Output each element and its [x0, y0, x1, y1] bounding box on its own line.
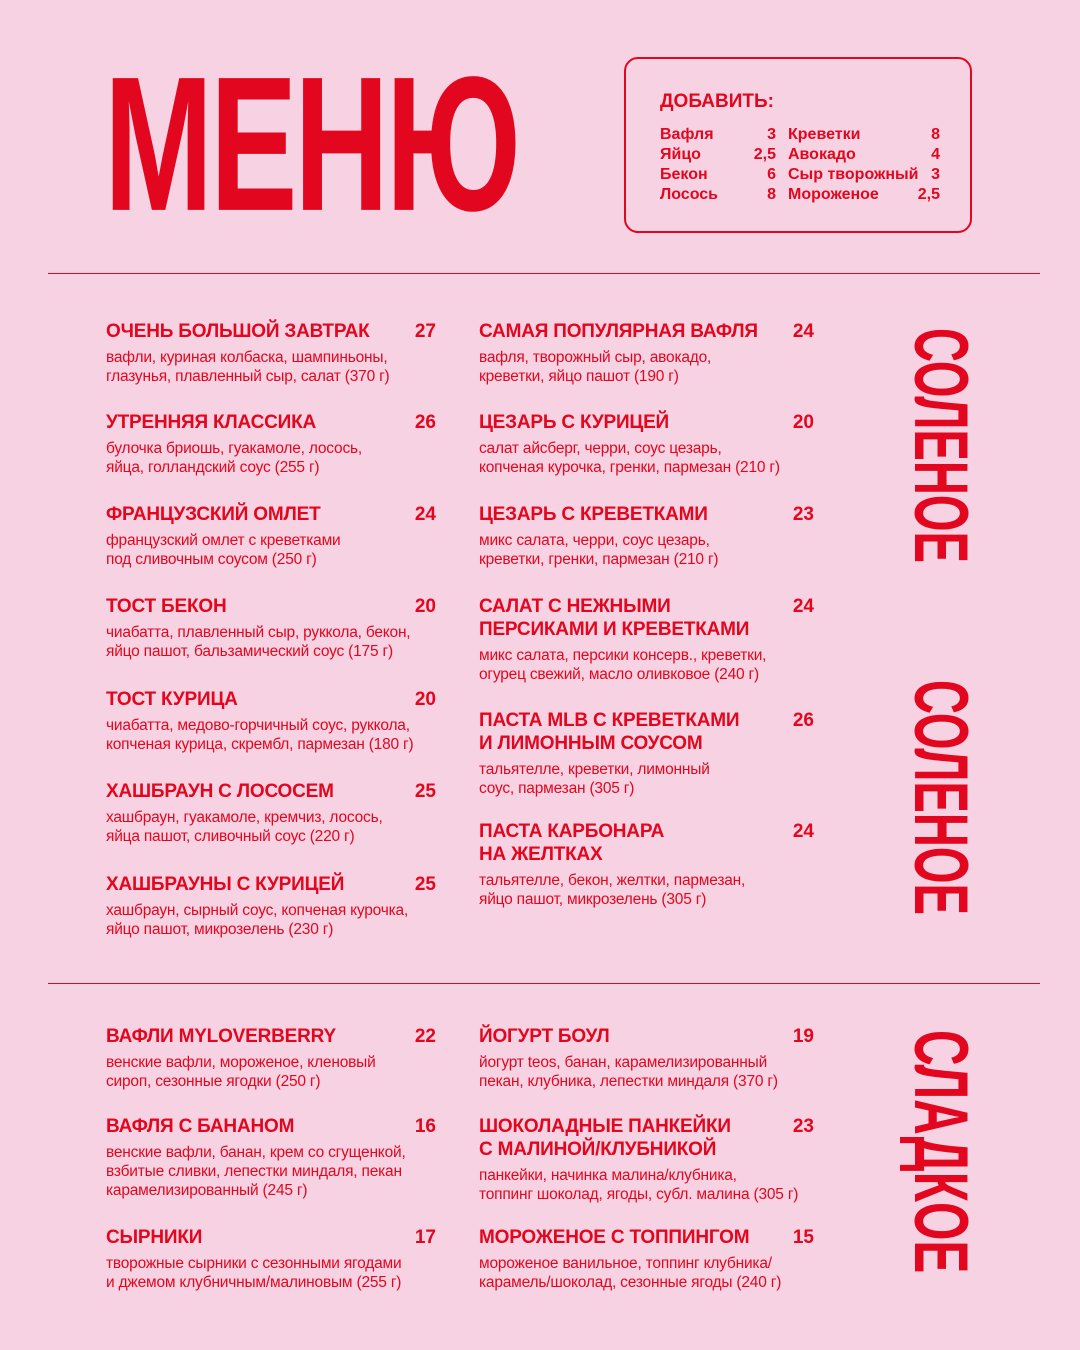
item-description: чиабатта, медово-горчичный соус, руккола, копченая курица, скрембл, пармезан (180 г)	[106, 717, 414, 753]
menu-item	[479, 320, 814, 386]
item-name: ТОСТ БЕКОН	[106, 596, 227, 617]
item-price: 15	[792, 1227, 814, 1248]
item-description: вафля, творожный сыр, авокадо, креветки, яйцо пашот (190 г)	[479, 349, 712, 385]
addon-name: Авокадо	[788, 146, 856, 163]
item-name: ОЧЕНЬ БОЛЬШОЙ ЗАВТРАК	[106, 321, 370, 342]
addon-row	[660, 125, 776, 145]
item-description: венские вафли, мороженое, кленовый сироп, сезонные ягодки (250 г)	[106, 1054, 376, 1090]
item-description: мороженое ванильное, топпинг клубника/ карамель/шоколад, сезонные ягоды (240 г)	[479, 1255, 782, 1291]
item-name: ЦЕЗАРЬ С КРЕВЕТКАМИ	[479, 504, 708, 525]
addon-name: Бекон	[660, 166, 708, 183]
menu-item	[479, 503, 814, 569]
item-name: ВАФЛЯ С БАНАНОМ	[106, 1116, 295, 1137]
menu-item	[106, 780, 436, 846]
addon-price: 2,5	[753, 146, 776, 163]
item-description: тальятелле, бекон, желтки, пармезан, яйцо пашот, микрозелень (305 г)	[479, 872, 746, 908]
item-description: французский омлет с креветками под сливочным соусом (250 г)	[106, 532, 341, 568]
item-description: хашбраун, гуакамоле, кремчиз, лосось, яйца пашот, сливочный соус (220 г)	[106, 809, 383, 845]
menu-item	[106, 688, 436, 754]
item-price: 26	[792, 710, 814, 731]
addon-name: Вафля	[660, 126, 714, 143]
item-name: ЙОГУРТ БОУЛ	[479, 1026, 610, 1047]
menu-item	[106, 873, 436, 939]
addon-price: 8	[931, 126, 940, 143]
menu-item	[106, 595, 436, 661]
item-description: йогурт teos, банан, карамелизированный пекан, клубника, лепестки миндаля (370 г)	[479, 1054, 778, 1090]
item-price: 16	[414, 1116, 436, 1137]
item-price: 24	[414, 504, 436, 525]
item-price: 22	[414, 1026, 436, 1047]
addon-price: 8	[767, 186, 776, 203]
item-name: УТРЕННЯЯ КЛАССИКА	[106, 412, 316, 433]
addons-box	[624, 57, 972, 233]
item-name: ШОКОЛАДНЫЕ ПАНКЕЙКИ С МАЛИНОЙ/КЛУБНИКОЙ	[479, 1116, 731, 1160]
item-price: 26	[414, 412, 436, 433]
item-price: 24	[792, 821, 814, 842]
item-price: 20	[414, 596, 436, 617]
item-price: 25	[414, 781, 436, 802]
side-label-sweet: СЛАДКОЕ	[898, 1030, 983, 1274]
item-name: ТОСТ КУРИЦА	[106, 689, 238, 710]
item-price: 20	[414, 689, 436, 710]
addon-price: 6	[767, 166, 776, 183]
menu-title: МЕНЮ	[104, 36, 518, 251]
item-description: творожные сырники с сезонными ягодами и джемом клубничным/малиновым (255 г)	[106, 1255, 402, 1291]
addon-price: 4	[931, 146, 940, 163]
addon-row	[660, 185, 776, 205]
addon-price: 3	[931, 166, 940, 183]
menu-item	[106, 320, 436, 386]
item-price: 24	[792, 596, 814, 617]
addon-row	[788, 145, 940, 165]
item-description: панкейки, начинка малина/клубника, топпинг шоколад, ягоды, субл. малина (305 г)	[479, 1167, 799, 1203]
item-name: ПАСТА MLB С КРЕВЕТКАМИ И ЛИМОННЫМ СОУСОМ	[479, 710, 740, 754]
addons-title: ДОБАВИТЬ:	[660, 91, 774, 112]
item-price: 24	[792, 321, 814, 342]
addon-name: Мороженое	[788, 186, 879, 203]
addon-row	[788, 185, 940, 205]
item-description: салат айсберг, черри, соус цезарь, копченая курочка, гренки, пармезан (210 г)	[479, 440, 780, 476]
addon-name: Сыр творожный	[788, 166, 919, 183]
menu-item	[479, 1226, 814, 1292]
item-description: тальятелле, креветки, лимонный соус, пармезан (305 г)	[479, 761, 710, 797]
item-price: 20	[792, 412, 814, 433]
addon-row	[788, 125, 940, 145]
item-name: ПАСТА КАРБОНАРА НА ЖЕЛТКАХ	[479, 821, 665, 865]
item-description: микс салата, черри, соус цезарь, креветки, гренки, пармезан (210 г)	[479, 532, 719, 568]
item-description: булочка бриошь, гуакамоле, лосось, яйца, голландский соус (255 г)	[106, 440, 362, 476]
addon-price: 3	[767, 126, 776, 143]
addon-row	[660, 165, 776, 185]
item-name: ФРАНЦУЗСКИЙ ОМЛЕТ	[106, 504, 321, 525]
menu-item	[479, 411, 814, 477]
item-name: ХАШБРАУНЫ С КУРИЦЕЙ	[106, 874, 345, 895]
menu-item	[479, 1115, 814, 1204]
item-name: САМАЯ ПОПУЛЯРНАЯ ВАФЛЯ	[479, 321, 758, 342]
item-name: СЫРНИКИ	[106, 1227, 203, 1248]
addon-name: Креветки	[788, 126, 861, 143]
addon-row	[660, 145, 776, 165]
item-price: 25	[414, 874, 436, 895]
item-description: венские вафли, банан, крем со сгущенкой, взбитые сливки, лепестки миндаля, пекан карамелизированный (245 г)	[106, 1144, 406, 1199]
item-price: 23	[792, 504, 814, 525]
divider-middle	[48, 983, 1040, 984]
item-name: ВАФЛИ MYLOVERBERRY	[106, 1026, 336, 1047]
menu-item	[479, 595, 814, 684]
item-price: 17	[414, 1227, 436, 1248]
item-description: микс салата, персики консерв., креветки, огурец свежий, масло оливковое (240 г)	[479, 647, 767, 683]
side-label-savory-2: СОЛЕНОЕ	[898, 680, 983, 915]
item-price: 23	[792, 1116, 814, 1137]
item-price: 19	[792, 1026, 814, 1047]
addon-name: Яйцо	[660, 146, 701, 163]
item-price: 27	[414, 321, 436, 342]
addon-row	[788, 165, 940, 185]
menu-item	[106, 1115, 436, 1200]
menu-item	[106, 1025, 436, 1091]
menu-item	[106, 411, 436, 477]
side-label-savory-1: СОЛЕНОЕ	[898, 328, 983, 563]
item-description: хашбраун, сырный соус, копченая курочка, яйцо пашот, микрозелень (230 г)	[106, 902, 409, 938]
addons-column-1	[660, 125, 776, 205]
menu-item	[479, 1025, 814, 1091]
menu-item	[106, 503, 436, 569]
item-description: чиабатта, плавленный сыр, руккола, бекон, яйцо пашот, бальзамический соус (175 г)	[106, 624, 411, 660]
divider-top	[48, 273, 1040, 274]
item-name: МОРОЖЕНОЕ С ТОППИНГОМ	[479, 1227, 750, 1248]
menu-item	[479, 709, 814, 798]
addons-column-2	[788, 125, 940, 205]
item-name: САЛАТ С НЕЖНЫМИ ПЕРСИКАМИ И КРЕВЕТКАМИ	[479, 596, 750, 640]
addon-price: 2,5	[917, 186, 940, 203]
item-name: ЦЕЗАРЬ С КУРИЦЕЙ	[479, 412, 670, 433]
menu-item	[106, 1226, 436, 1292]
item-description: вафли, куриная колбаска, шампиньоны, глазунья, плавленный сыр, салат (370 г)	[106, 349, 390, 385]
menu-item	[479, 820, 814, 909]
addon-name: Лосось	[660, 186, 718, 203]
item-name: ХАШБРАУН С ЛОСОСЕМ	[106, 781, 334, 802]
